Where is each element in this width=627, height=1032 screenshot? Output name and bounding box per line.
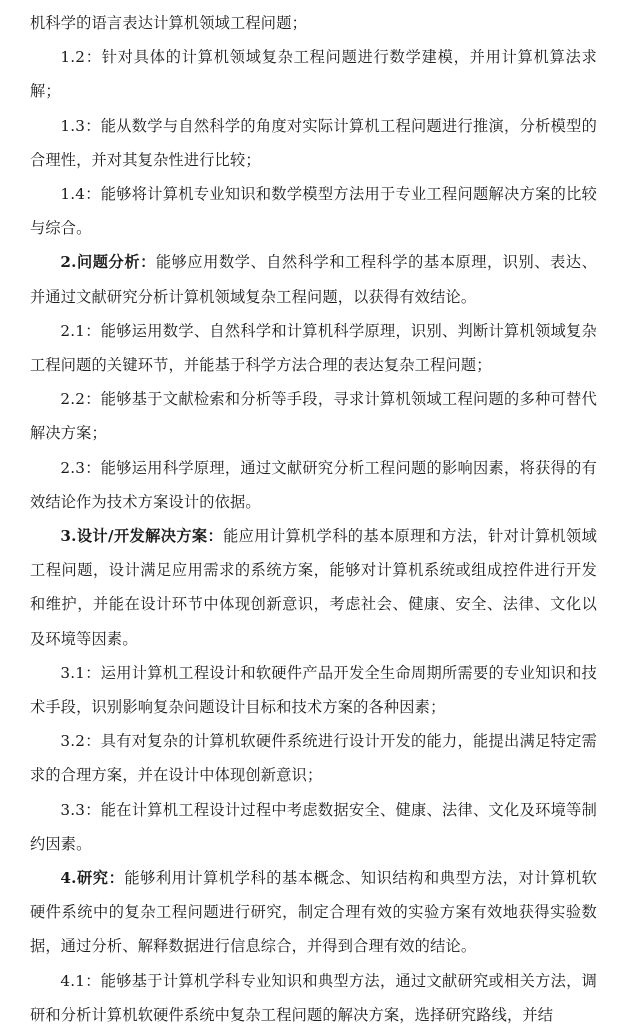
paragraph (30, 245, 597, 313)
paragraph (30, 656, 597, 724)
paragraph-text: 能够应用数学、自然科学和工程科学的基本原理，识别、表达、并通过文献研究分析计算机领域复杂工程问题，以获得有效结论。 (30, 253, 597, 306)
paragraph (30, 40, 597, 108)
paragraph (30, 724, 597, 792)
paragraph (30, 109, 597, 177)
document-body (30, 6, 597, 1032)
paragraph (30, 382, 597, 450)
paragraph-text: 3.1：运用计算机工程设计和软硬件产品开发全生命周期所需要的专业知识和技术手段，识别影响复杂问题设计目标和技术方案的各种因素； (30, 663, 597, 717)
paragraph (30, 519, 597, 656)
paragraph-text: 机科学的语言表达计算机领域工程问题； (30, 14, 307, 32)
paragraph-text: 能应用计算机学科的基本原理和方法，针对计算机领域工程问题，设计满足应用需求的系统方案，能够对计算机系统或组成控件进行开发和维护，并能在设计环节中体现创新意识，考虑社会、健康、安全、法律、文化以及环境等因素。 (30, 527, 597, 648)
paragraph-lead: 2.问题分析： (60, 253, 156, 272)
paragraph (30, 964, 597, 1032)
paragraph-text: 2.2：能够基于文献检索和分析等手段，寻求计算机领域工程问题的多种可替代解决方案； (30, 390, 597, 443)
paragraph-text: 2.3：能够运用科学原理，通过文献研究分析工程问题的影响因素，将获得的有效结论作为技术方案设计的依据。 (30, 458, 597, 511)
paragraph-text: 2.1：能够运用数学、自然科学和计算机科学原理，识别、判断计算机领域复杂工程问题的关键环节，并能基于科学方法合理的表达复杂工程问题； (30, 321, 597, 375)
paragraph-text: 3.2：具有对复杂的计算机软硬件系统进行设计开发的能力，能提出满足特定需求的合理方案，并在设计中体现创新意识； (30, 732, 597, 785)
paragraph (30, 861, 597, 964)
paragraph (30, 177, 597, 245)
paragraph (30, 6, 597, 40)
paragraph-lead: 4.研究： (60, 869, 125, 888)
paragraph-lead: 3.设计/开发解决方案： (60, 527, 224, 546)
paragraph-text: 1.2：针对具体的计算机领域复杂工程问题进行数学建模，并用计算机算法求解； (30, 48, 597, 101)
paragraph-text: 1.4：能够将计算机专业知识和数学模型方法用于专业工程问题解决方案的比较与综合。 (30, 185, 597, 238)
paragraph-text: 4.1：能够基于计算机学科专业知识和典型方法，通过文献研究或相关方法，调研和分析计算机软硬件系统中复杂工程问题的解决方案，选择研究路线，并结 (30, 971, 597, 1024)
paragraph (30, 451, 597, 519)
paragraph (30, 314, 597, 382)
paragraph (30, 793, 597, 861)
paragraph-text: 1.3：能从数学与自然科学的角度对实际计算机工程问题进行推演，分析模型的合理性，并对其复杂性进行比较； (30, 116, 597, 169)
paragraph-text: 3.3：能在计算机工程设计过程中考虑数据安全、健康、法律、文化及环境等制约因素。 (30, 800, 597, 853)
paragraph-text: 能够利用计算机学科的基本概念、知识结构和典型方法，对计算机软硬件系统中的复杂工程问题进行研究，制定合理有效的实验方案有效地获得实验数据，通过分析、解释数据进行信息综合，并得到合理有效的结论。 (30, 869, 598, 956)
